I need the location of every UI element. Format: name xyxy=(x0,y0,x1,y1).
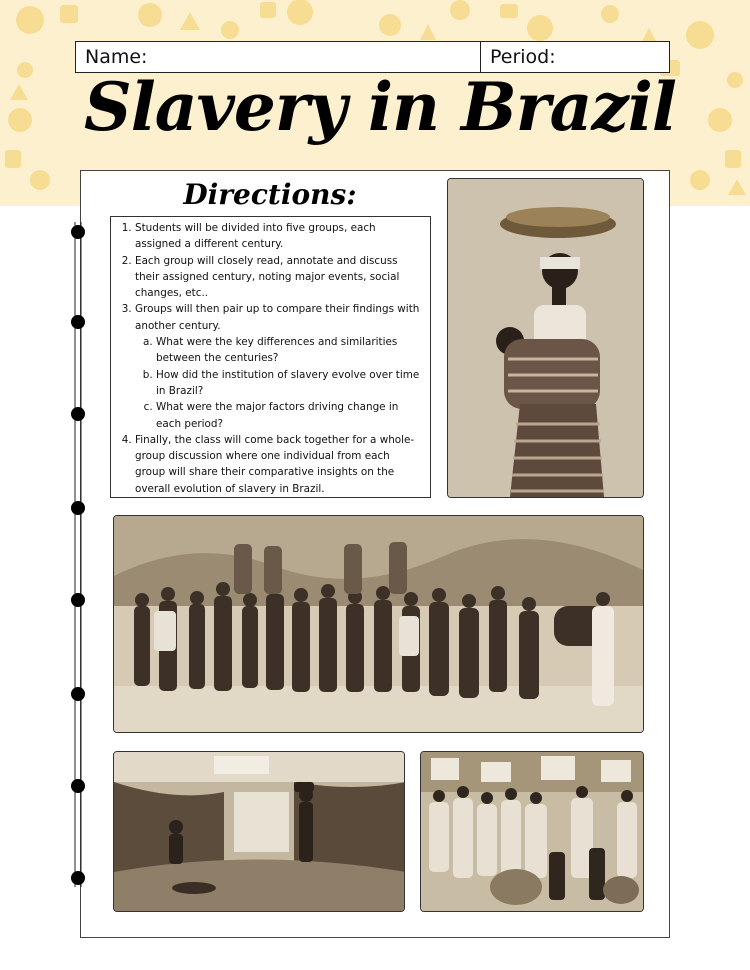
directions-list xyxy=(115,220,422,497)
direction-step: 2. Each group will closely read, annotate and discuss their assigned century, noting major events, social changes, etc.. xyxy=(135,253,422,302)
direction-step xyxy=(135,301,422,431)
direction-step: 4. Finally, the class will come back together for a whole-group discussion where one individual from each group will share their comparative insights on the overall evolution of slavery in Brazil. xyxy=(135,432,422,497)
sub-question: a. What were the key differences and similarities between the centuries? xyxy=(156,334,422,367)
direction-step: 1. Students will be divided into five groups, each assigned a different century. xyxy=(135,220,422,253)
name-field[interactable]: Name: xyxy=(76,42,481,72)
sub-question-list xyxy=(135,334,422,432)
directions-heading: Directions: xyxy=(183,178,357,211)
sub-question: c. What were the major factors driving change in each period? xyxy=(156,399,422,432)
photo-group-of-workers xyxy=(113,515,644,733)
period-field[interactable]: Period: xyxy=(490,46,556,68)
photo-image xyxy=(448,179,644,498)
photo-image xyxy=(421,752,644,912)
photo-woman-with-child xyxy=(447,178,644,498)
photo-image xyxy=(114,516,644,733)
photo-group-with-baskets xyxy=(420,751,644,912)
photo-gold-panning xyxy=(113,751,405,912)
directions-box xyxy=(110,216,431,498)
direction-step-text: Groups will then pair up to compare their findings with another century. xyxy=(135,303,420,332)
sub-question: b. How did the institution of slavery evolve over time in Brazil? xyxy=(156,367,422,400)
binder-ring-icon xyxy=(71,222,85,887)
page-title: Slavery in Brazil xyxy=(84,68,676,146)
photo-image xyxy=(114,752,405,912)
